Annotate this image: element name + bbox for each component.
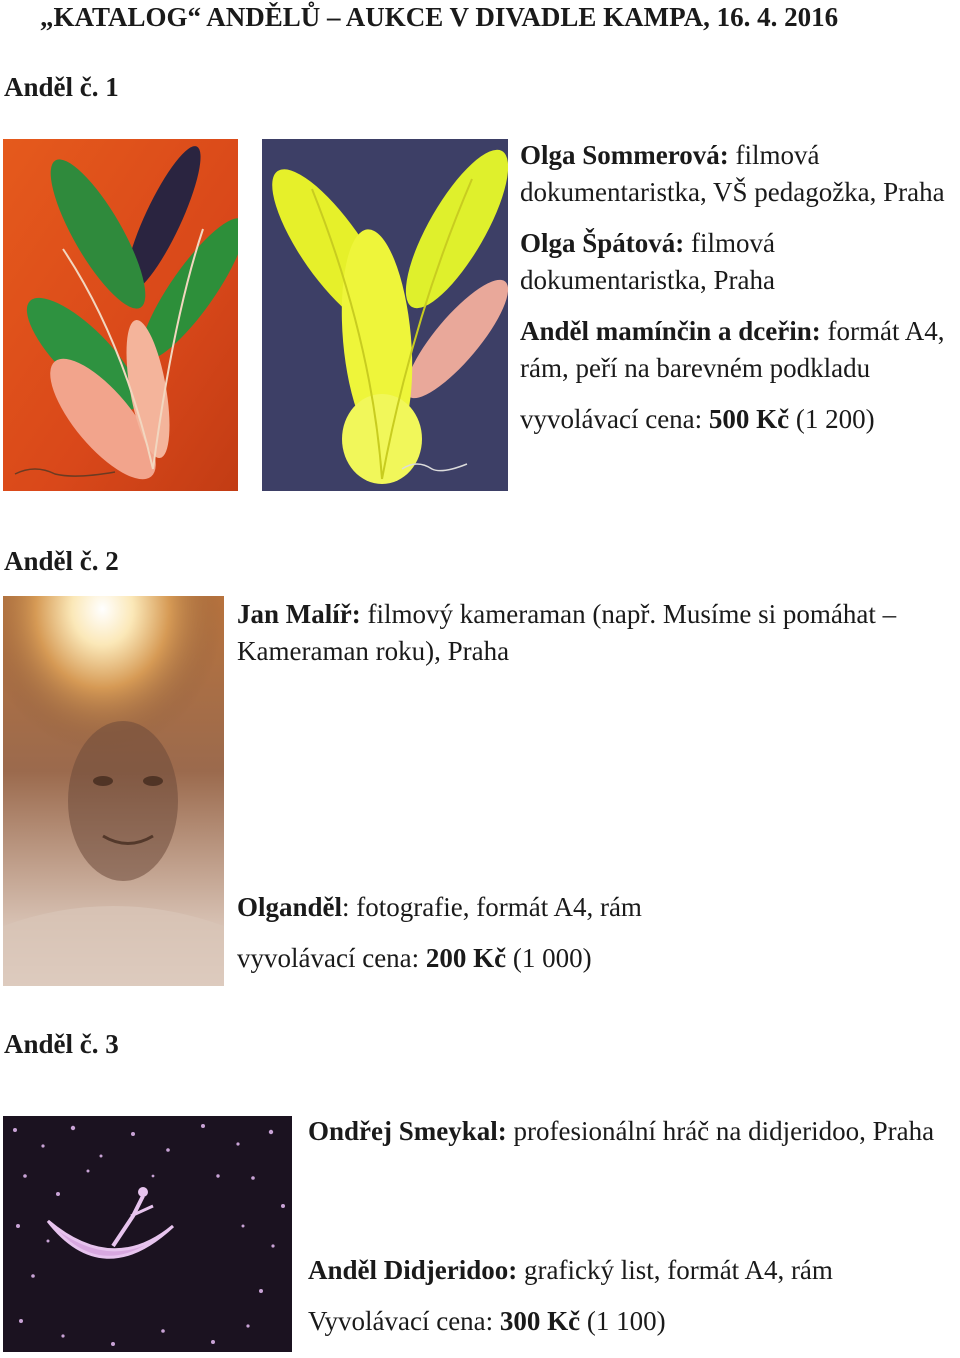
price-value: 300 Kč <box>499 1306 581 1336</box>
angel-2-artist <box>237 596 959 670</box>
angel-2-heading: Anděl č. 2 <box>4 546 119 576</box>
crescent-angel-print-icon <box>3 1116 292 1352</box>
price-value: 200 Kč <box>425 943 507 973</box>
angel-3-work-and-price <box>308 1252 948 1340</box>
artist-description: filmová dokumentaristka, Praha <box>520 228 776 295</box>
orange-feather-collage-icon <box>3 139 238 491</box>
angel-3-work <box>308 1252 948 1289</box>
angel-2-image-photograph <box>3 596 224 986</box>
angel-2-price <box>237 940 959 977</box>
artist-name: Olga Špátová: <box>520 228 685 258</box>
angel-3-price <box>308 1303 948 1340</box>
angel-3-image-graphic-print <box>3 1116 292 1352</box>
work-description: : fotografie, formát A4, rám <box>342 892 642 922</box>
work-description: formát A4, rám, peří na barevném podkladu <box>520 316 945 383</box>
angel-2-work <box>237 889 959 926</box>
artist-name: Ondřej Smeykal: <box>308 1116 507 1146</box>
face-in-light-photograph-icon <box>3 596 224 986</box>
angel-3-artist <box>308 1113 948 1150</box>
artist-description: profesionální hráč na didjeridoo, Praha <box>506 1116 935 1146</box>
angel-1-price <box>520 401 950 438</box>
document-title: „KATALOG“ ANDĚLŮ – AUKCE V DIVADLE KAMPA, 16. 4. 2016 <box>40 2 839 32</box>
price-extra: (1 200) <box>789 404 875 434</box>
work-title: Olganděl <box>237 892 343 922</box>
angel-2-work-and-price <box>237 889 959 977</box>
price-extra: (1 000) <box>506 943 592 973</box>
artist-description: filmová dokumentaristka, VŠ pedagožka, Praha <box>520 140 945 207</box>
artist-name: Olga Sommerová: <box>520 140 729 170</box>
price-extra: (1 100) <box>580 1306 666 1336</box>
angel-1-heading: Anděl č. 1 <box>4 72 119 102</box>
work-description: grafický list, formát A4, rám <box>517 1255 833 1285</box>
work-title: Anděl Didjeridoo: <box>308 1255 518 1285</box>
angel-1-description <box>520 137 950 438</box>
angel-3-heading: Anděl č. 3 <box>4 1029 119 1059</box>
work-title: Anděl mamínčin a dceřin: <box>520 316 821 346</box>
angel-1-artist-2 <box>520 225 950 299</box>
price-label: vyvolávací cena: <box>520 404 709 434</box>
price-label: Vyvolávací cena: <box>308 1306 500 1336</box>
angel-1-image-yellow-feathers <box>262 139 508 491</box>
yellow-feather-collage-icon <box>262 139 508 491</box>
artist-description: filmový kameraman (např. Musíme si pomáhat – Kameraman roku), Praha <box>237 599 897 666</box>
artist-name: Jan Malíř: <box>237 599 361 629</box>
price-value: 500 Kč <box>708 404 790 434</box>
price-label: vyvolávací cena: <box>237 943 426 973</box>
angel-1-work <box>520 313 950 387</box>
angel-1-artist-1 <box>520 137 950 211</box>
angel-1-image-orange-feathers <box>3 139 238 491</box>
